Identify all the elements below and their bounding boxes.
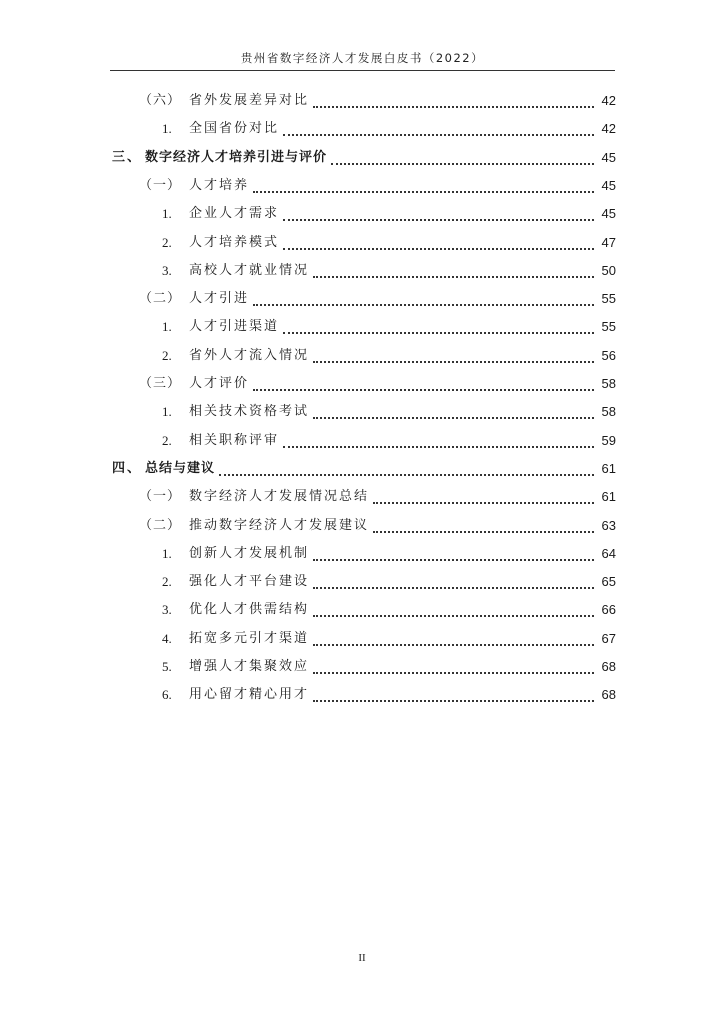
toc-entry-title: 用心留才精心用才 xyxy=(189,687,310,703)
toc-entry-number: 1. xyxy=(162,206,172,222)
toc-entry[interactable] xyxy=(0,484,724,510)
toc-dot-leader xyxy=(253,389,594,391)
toc-entry-page: 45 xyxy=(601,149,616,165)
toc-entry-page: 45 xyxy=(601,206,616,222)
toc-entry-number: 1. xyxy=(162,545,172,561)
page-header: 贵州省数字经济人才发展白皮书（2022） xyxy=(240,51,485,65)
toc-entry-title: 优化人才供需结构 xyxy=(189,602,310,618)
toc-dot-leader xyxy=(283,332,594,334)
toc-entry-page: 45 xyxy=(601,177,616,193)
toc-entry[interactable] xyxy=(0,286,724,312)
toc-entry-number: 6. xyxy=(162,687,172,703)
toc-entry[interactable] xyxy=(0,201,724,227)
toc-entry-page: 65 xyxy=(601,574,616,590)
toc-entry-title: 推动数字经济人才发展建议 xyxy=(189,517,370,533)
toc-entry-number: 三、 xyxy=(112,149,143,165)
toc-dot-leader xyxy=(283,134,594,136)
toc-entry-page: 68 xyxy=(601,659,616,674)
toc-entry-number: （六） xyxy=(139,93,182,108)
toc-entry-number: （一） xyxy=(139,489,182,505)
toc-entry-title: 人才评价 xyxy=(189,376,250,391)
toc-entry-title: 省外发展差异对比 xyxy=(189,93,310,108)
toc-entry-title: 拓宽多元引才渠道 xyxy=(189,630,310,646)
toc-entry-page: 55 xyxy=(601,319,616,335)
toc-entry-page: 63 xyxy=(601,517,616,533)
toc-entry-number: 2. xyxy=(162,432,172,448)
toc-dot-leader xyxy=(283,219,594,221)
toc-entry-title: 创新人才发展机制 xyxy=(189,545,310,561)
toc-dot-leader xyxy=(253,191,594,193)
toc-entry[interactable] xyxy=(0,513,724,539)
toc-entry-number: 1. xyxy=(162,121,172,137)
toc-entry-number: （二） xyxy=(139,517,182,533)
toc-entry-page: 56 xyxy=(601,347,616,363)
toc-entry-number: 2. xyxy=(162,347,172,363)
toc-entry-page: 58 xyxy=(601,404,616,420)
toc-entry-page: 59 xyxy=(601,432,616,448)
toc-entry-page: 66 xyxy=(601,602,616,618)
toc-dot-leader xyxy=(373,531,594,533)
toc-entry[interactable] xyxy=(0,371,724,397)
toc-entry-title: 相关职称评审 xyxy=(189,432,280,448)
toc-entry[interactable] xyxy=(0,258,724,284)
toc-entry-number: 1. xyxy=(162,319,172,335)
toc-entry[interactable] xyxy=(0,230,724,256)
toc-entry-number: 2. xyxy=(162,574,172,590)
toc-entry-title: 人才培养 xyxy=(189,177,250,193)
toc-entry-number: （二） xyxy=(139,291,182,307)
toc-entry[interactable] xyxy=(0,399,724,425)
toc-dot-leader xyxy=(313,559,594,561)
toc-entry[interactable] xyxy=(0,88,724,114)
toc-entry[interactable] xyxy=(0,654,724,680)
toc-entry-title: 数字经济人才发展情况总结 xyxy=(189,489,370,505)
toc-entry-title: 相关技术资格考试 xyxy=(189,404,310,420)
toc-entry[interactable] xyxy=(0,173,724,199)
toc-entry[interactable] xyxy=(0,145,724,171)
toc-entry-page: 50 xyxy=(601,262,616,278)
toc-entry-page: 61 xyxy=(601,489,616,505)
toc-dot-leader xyxy=(219,474,594,476)
toc-entry-title: 强化人才平台建设 xyxy=(189,574,310,590)
toc-entry-number: （一） xyxy=(139,177,182,193)
toc-dot-leader xyxy=(313,644,594,646)
toc-entry-title: 数字经济人才培养引进与评价 xyxy=(145,149,328,165)
toc-entry-page: 64 xyxy=(601,545,616,561)
toc-dot-leader xyxy=(313,361,594,363)
toc-entry-title: 省外人才流入情况 xyxy=(189,347,310,363)
toc-entry-page: 61 xyxy=(601,460,616,476)
toc-dot-leader xyxy=(313,672,594,674)
toc-entry[interactable] xyxy=(0,343,724,369)
toc-dot-leader xyxy=(313,587,594,589)
toc-entry-title: 人才引进渠道 xyxy=(189,319,280,335)
toc-entry-title: 人才培养模式 xyxy=(189,234,280,250)
toc-dot-leader xyxy=(313,417,594,419)
toc-entry[interactable] xyxy=(0,569,724,595)
toc-entry[interactable] xyxy=(0,597,724,623)
toc-entry-page: 47 xyxy=(601,234,616,250)
page-number: II xyxy=(358,952,366,964)
toc-dot-leader xyxy=(331,163,594,165)
toc-dot-leader xyxy=(313,106,594,108)
toc-dot-leader xyxy=(313,615,594,617)
toc-entry[interactable] xyxy=(0,456,724,482)
toc-entry-number: （三） xyxy=(139,376,182,391)
toc-entry-page: 58 xyxy=(601,376,616,391)
toc-entry[interactable] xyxy=(0,428,724,454)
toc-entry-number: 2. xyxy=(162,234,172,250)
toc-entry-title: 人才引进 xyxy=(189,291,250,307)
toc-entry[interactable] xyxy=(0,116,724,142)
toc-entry[interactable] xyxy=(0,626,724,652)
toc-entry-title: 增强人才集聚效应 xyxy=(189,659,310,674)
toc-entry[interactable] xyxy=(0,541,724,567)
toc-dot-leader xyxy=(313,276,594,278)
toc-entry-title: 企业人才需求 xyxy=(189,206,280,222)
toc-entry[interactable] xyxy=(0,682,724,708)
toc-entry-page: 42 xyxy=(601,93,616,108)
toc-entry-number: 3. xyxy=(162,262,172,278)
toc-dot-leader xyxy=(313,700,594,702)
toc-entry-page: 68 xyxy=(601,687,616,703)
toc-entry-page: 67 xyxy=(601,630,616,646)
toc-entry-number: 1. xyxy=(162,404,172,420)
toc-entry-number: 四、 xyxy=(112,460,143,476)
toc-dot-leader xyxy=(373,502,594,504)
toc-entry-title: 总结与建议 xyxy=(145,460,216,476)
toc-entry-number: 3. xyxy=(162,602,172,618)
header-divider xyxy=(110,70,615,71)
toc-dot-leader xyxy=(253,304,594,306)
toc-entry-number: 5. xyxy=(162,659,172,674)
toc-entry-title: 高校人才就业情况 xyxy=(189,262,310,278)
toc-dot-leader xyxy=(283,446,594,448)
toc-entry-title: 全国省份对比 xyxy=(189,121,280,137)
toc-entry-number: 4. xyxy=(162,630,172,646)
toc-entry[interactable] xyxy=(0,314,724,340)
toc-entry-page: 42 xyxy=(601,121,616,137)
toc-entry-page: 55 xyxy=(601,291,616,307)
toc-dot-leader xyxy=(283,248,594,250)
